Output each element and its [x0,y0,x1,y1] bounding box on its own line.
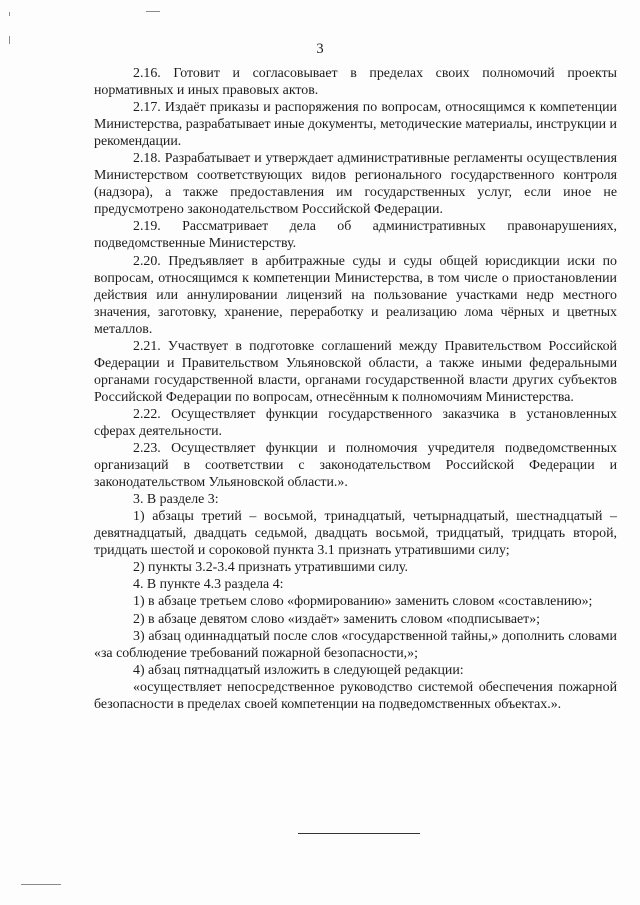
scan-artifact [146,11,160,12]
paragraph-section-4: 4. В пункте 4.3 раздела 4: [133,577,284,593]
end-divider [298,833,420,834]
paragraph-2-19: 2.19. Рассматривает дела об административных правонарушениях, подведомственные Министерству. [94,219,617,252]
paragraph-2-18: 2.18. Разрабатывает и утверждает административные регламенты осуществления Министерством соответствующих видов регионального государственного контроля (надзора), а также предоставления им государственных услуг, если иное не предусмотрено законодательством Российской Федерации. [94,151,617,218]
paragraph-section-3: 3. В разделе 3: [133,492,219,508]
document-body [94,65,617,713]
paragraph-section-3-item-2: 2) пункты 3.2-3.4 признать утратившими силу. [133,560,408,576]
paragraph-section-4-item-2: 2) в абзаце девятом слово «издаёт» заменить словом «подписывает»; [133,611,541,627]
paragraph-2-16: 2.16. Готовит и согласовывает в пределах своих полномочий проекты нормативных и иных правовых актов. [94,66,617,99]
paragraph-section-4-item-4: 4) абзац пятнадцатый изложить в следующей редакции: [133,662,464,678]
paragraph-2-23: 2.23. Осуществляет функции и полномочия учредителя подведомственных организаций в соответствии с законодательством Российской Федерации и законодательством Ульяновской области.». [94,441,617,491]
paragraph-2-17: 2.17. Издаёт приказы и распоряжения по вопросам, относящимся к компетенции Министерства, разрабатывает иные документы, методические материалы, инструкции и рекомендации. [94,100,617,150]
paragraph-2-20: 2.20. Предъявляет в арбитражные суды и суды общей юрисдикции иски по вопросам, относящимся к компетенции Министерства, в том числе о приостановлении действия или аннулировании лицензий на пользование участками недр местного значения, заготовку, хранение, переработку и реализацию лома чёрных и цветных металлов. [94,253,617,337]
paragraph-section-4-item-3: 3) абзац одиннадцатый после слов «государственной тайны,» дополнить словами «за соблюдение требований пожарной безопасности,»; [94,628,617,661]
scan-artifact [21,884,61,885]
paragraph-2-21: 2.21. Участвует в подготовке соглашений между Правительством Российской Федерации и Правительством Ульяновской области, а также иными федеральными органами государственной власти, органами государственной власти других субъектов Российской Федерации по вопросам, отнесённым к полномочиям Министерства. [94,338,617,405]
paragraph-section-4-item-1: 1) в абзаце третьем слово «формированию» заменить словом «составлению»; [133,594,593,610]
paragraph-section-3-item-1: 1) абзацы третий – восьмой, тринадцатый, четырнадцатый, шестнадцатый – девятнадцатый, двадцать седьмой, двадцать восьмой, тридцатый, тридцать второй, тридцать шестой и сороковой пункта 3.1 признать утратившими силу; [94,509,617,559]
paragraph-2-22: 2.22. Осуществляет функции государственного заказчика в установленных сферах деятельности. [94,406,617,439]
page-number: 3 [316,41,324,57]
scan-artifact [9,12,10,16]
paragraph-new-wording: «осуществляет непосредственное руководство системой обеспечения пожарной безопасности в пределах своей компетенции на подведомственных объектах.». [94,679,617,712]
